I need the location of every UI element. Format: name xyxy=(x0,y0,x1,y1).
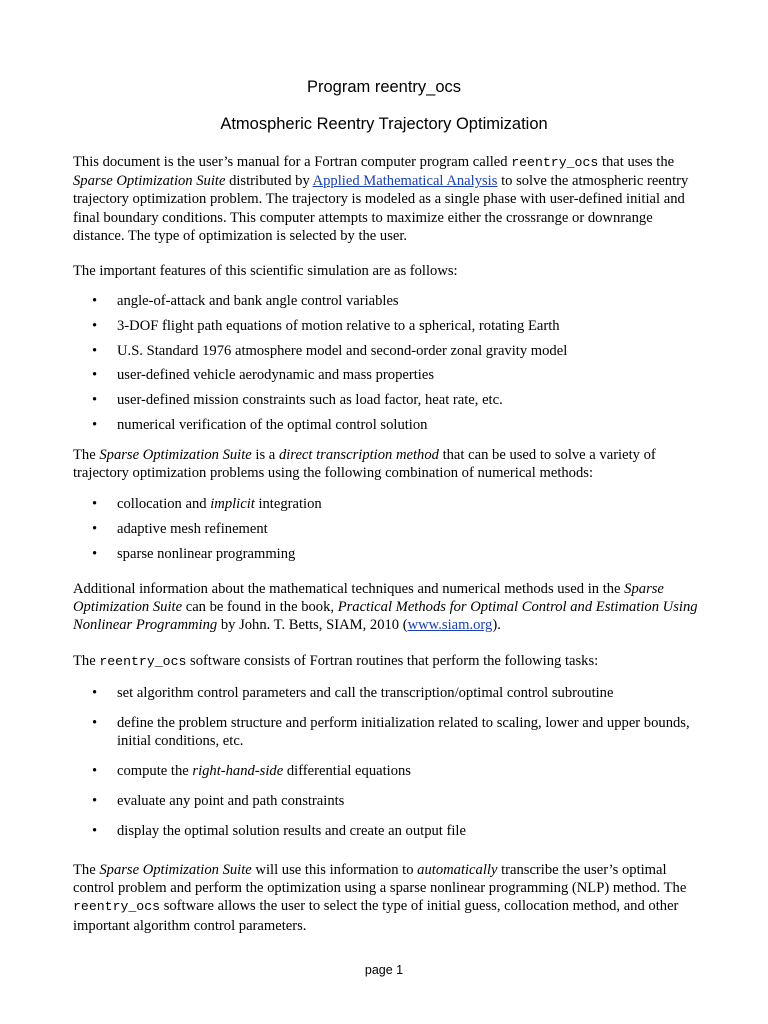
list-item: • sparse nonlinear programming xyxy=(92,545,296,562)
list-item: • compute the right-hand-side differential equations xyxy=(92,763,411,780)
bullet-icon: • xyxy=(92,685,98,701)
bullet-icon: • xyxy=(92,392,98,409)
list-item: • 3-DOF flight path equations of motion relative to a spherical, rotating Earth xyxy=(92,317,560,334)
list-item: • user-defined mission constraints such as load factor, heat rate, etc. xyxy=(92,392,503,409)
bullet-icon: • xyxy=(92,520,98,537)
list-item: • display the optimal solution results and create an output file xyxy=(92,823,466,840)
list-item: • U.S. Standard 1976 atmosphere model and second-order zonal gravity model xyxy=(92,342,568,359)
bullet-icon: • xyxy=(92,293,98,309)
document-subtitle: Atmospheric Reentry Trajectory Optimization xyxy=(220,115,548,133)
intro-paragraph: This document is the user’s manual for a Fortran computer program called reentry_ocs that uses the Sparse Optimization Suite distributed by Applied Mathematical Analysis to solve the atmospheric reentry trajectory optimization problem. The trajectory is modeled as a single phase with user-defined initial and final boundary conditions. This computer attempts to maximize either the crossrange or downrange distance. The type of optimization is selected by the user. xyxy=(73,154,689,244)
bullet-icon: • xyxy=(92,763,98,780)
list-item: • user-defined vehicle aerodynamic and mass properties xyxy=(92,367,434,384)
list-item: • numerical verification of the optimal control solution xyxy=(92,416,428,433)
tasks-list xyxy=(73,684,705,840)
bullet-icon: • xyxy=(92,496,98,512)
bullet-icon: • xyxy=(92,342,98,359)
bullet-icon: • xyxy=(92,793,98,810)
list-item: • define the problem structure and perform initialization related to scaling, lower and upper bounds, initial conditions, etc. xyxy=(92,715,690,750)
book-title: Practical Methods for Optimal Control and Estimation Using Nonlinear Programming xyxy=(73,599,698,634)
siam-link[interactable]: www.siam.org xyxy=(407,617,493,634)
list-item: • angle-of-attack and bank angle control variables xyxy=(92,293,399,309)
bullet-icon: • xyxy=(92,367,98,384)
features-list xyxy=(73,292,705,434)
bullet-icon: • xyxy=(92,545,98,562)
methods-list xyxy=(73,495,705,563)
list-item: • adaptive mesh refinement xyxy=(92,520,268,537)
bullet-icon: • xyxy=(92,317,98,334)
tasks-intro: The reentry_ocs software consists of Fortran routines that perform the following tasks: xyxy=(73,653,599,669)
program-name-code: reentry_ocs xyxy=(73,899,161,915)
bullet-icon: • xyxy=(92,416,98,433)
program-name-code: reentry_ocs xyxy=(511,155,599,170)
list-item: • evaluate any point and path constraints xyxy=(92,793,345,810)
bullet-icon: • xyxy=(92,715,98,731)
list-item: • collocation and implicit integration xyxy=(92,496,322,512)
final-paragraph: The Sparse Optimization Suite will use this information to automatically transcribe the user’s optimal control problem and perform the optimization using a sparse nonlinear programming (NLP) method. The reentry_ocs software allows the user to select the type of initial guess, collocation method, and other important algorithm control parameters. xyxy=(73,862,687,934)
program-name-code: reentry_ocs xyxy=(99,654,187,669)
page-number: page 1 xyxy=(364,963,404,977)
sos-paragraph: The Sparse Optimization Suite is a direct transcription method that can be used to solve a variety of trajectory optimization problems using the following combination of numerical methods: xyxy=(73,447,656,482)
document-title: Program reentry_ocs xyxy=(306,78,462,96)
applied-mathematical-analysis-link[interactable]: Applied Mathematical Analysis xyxy=(312,173,498,190)
list-item: • set algorithm control parameters and call the transcription/optimal control subroutine xyxy=(92,685,614,701)
info-paragraph: Additional information about the mathematical techniques and numerical methods used in the Sparse Optimization Suite can be found in the book, Practical Methods for Optimal Control and Estimation Using Nonlinear Programming by John. T. Betts, SIAM, 2010 (www.siam.org). xyxy=(73,581,698,634)
bullet-icon: • xyxy=(92,823,98,840)
features-intro: The important features of this scientific simulation are as follows: xyxy=(73,263,458,279)
